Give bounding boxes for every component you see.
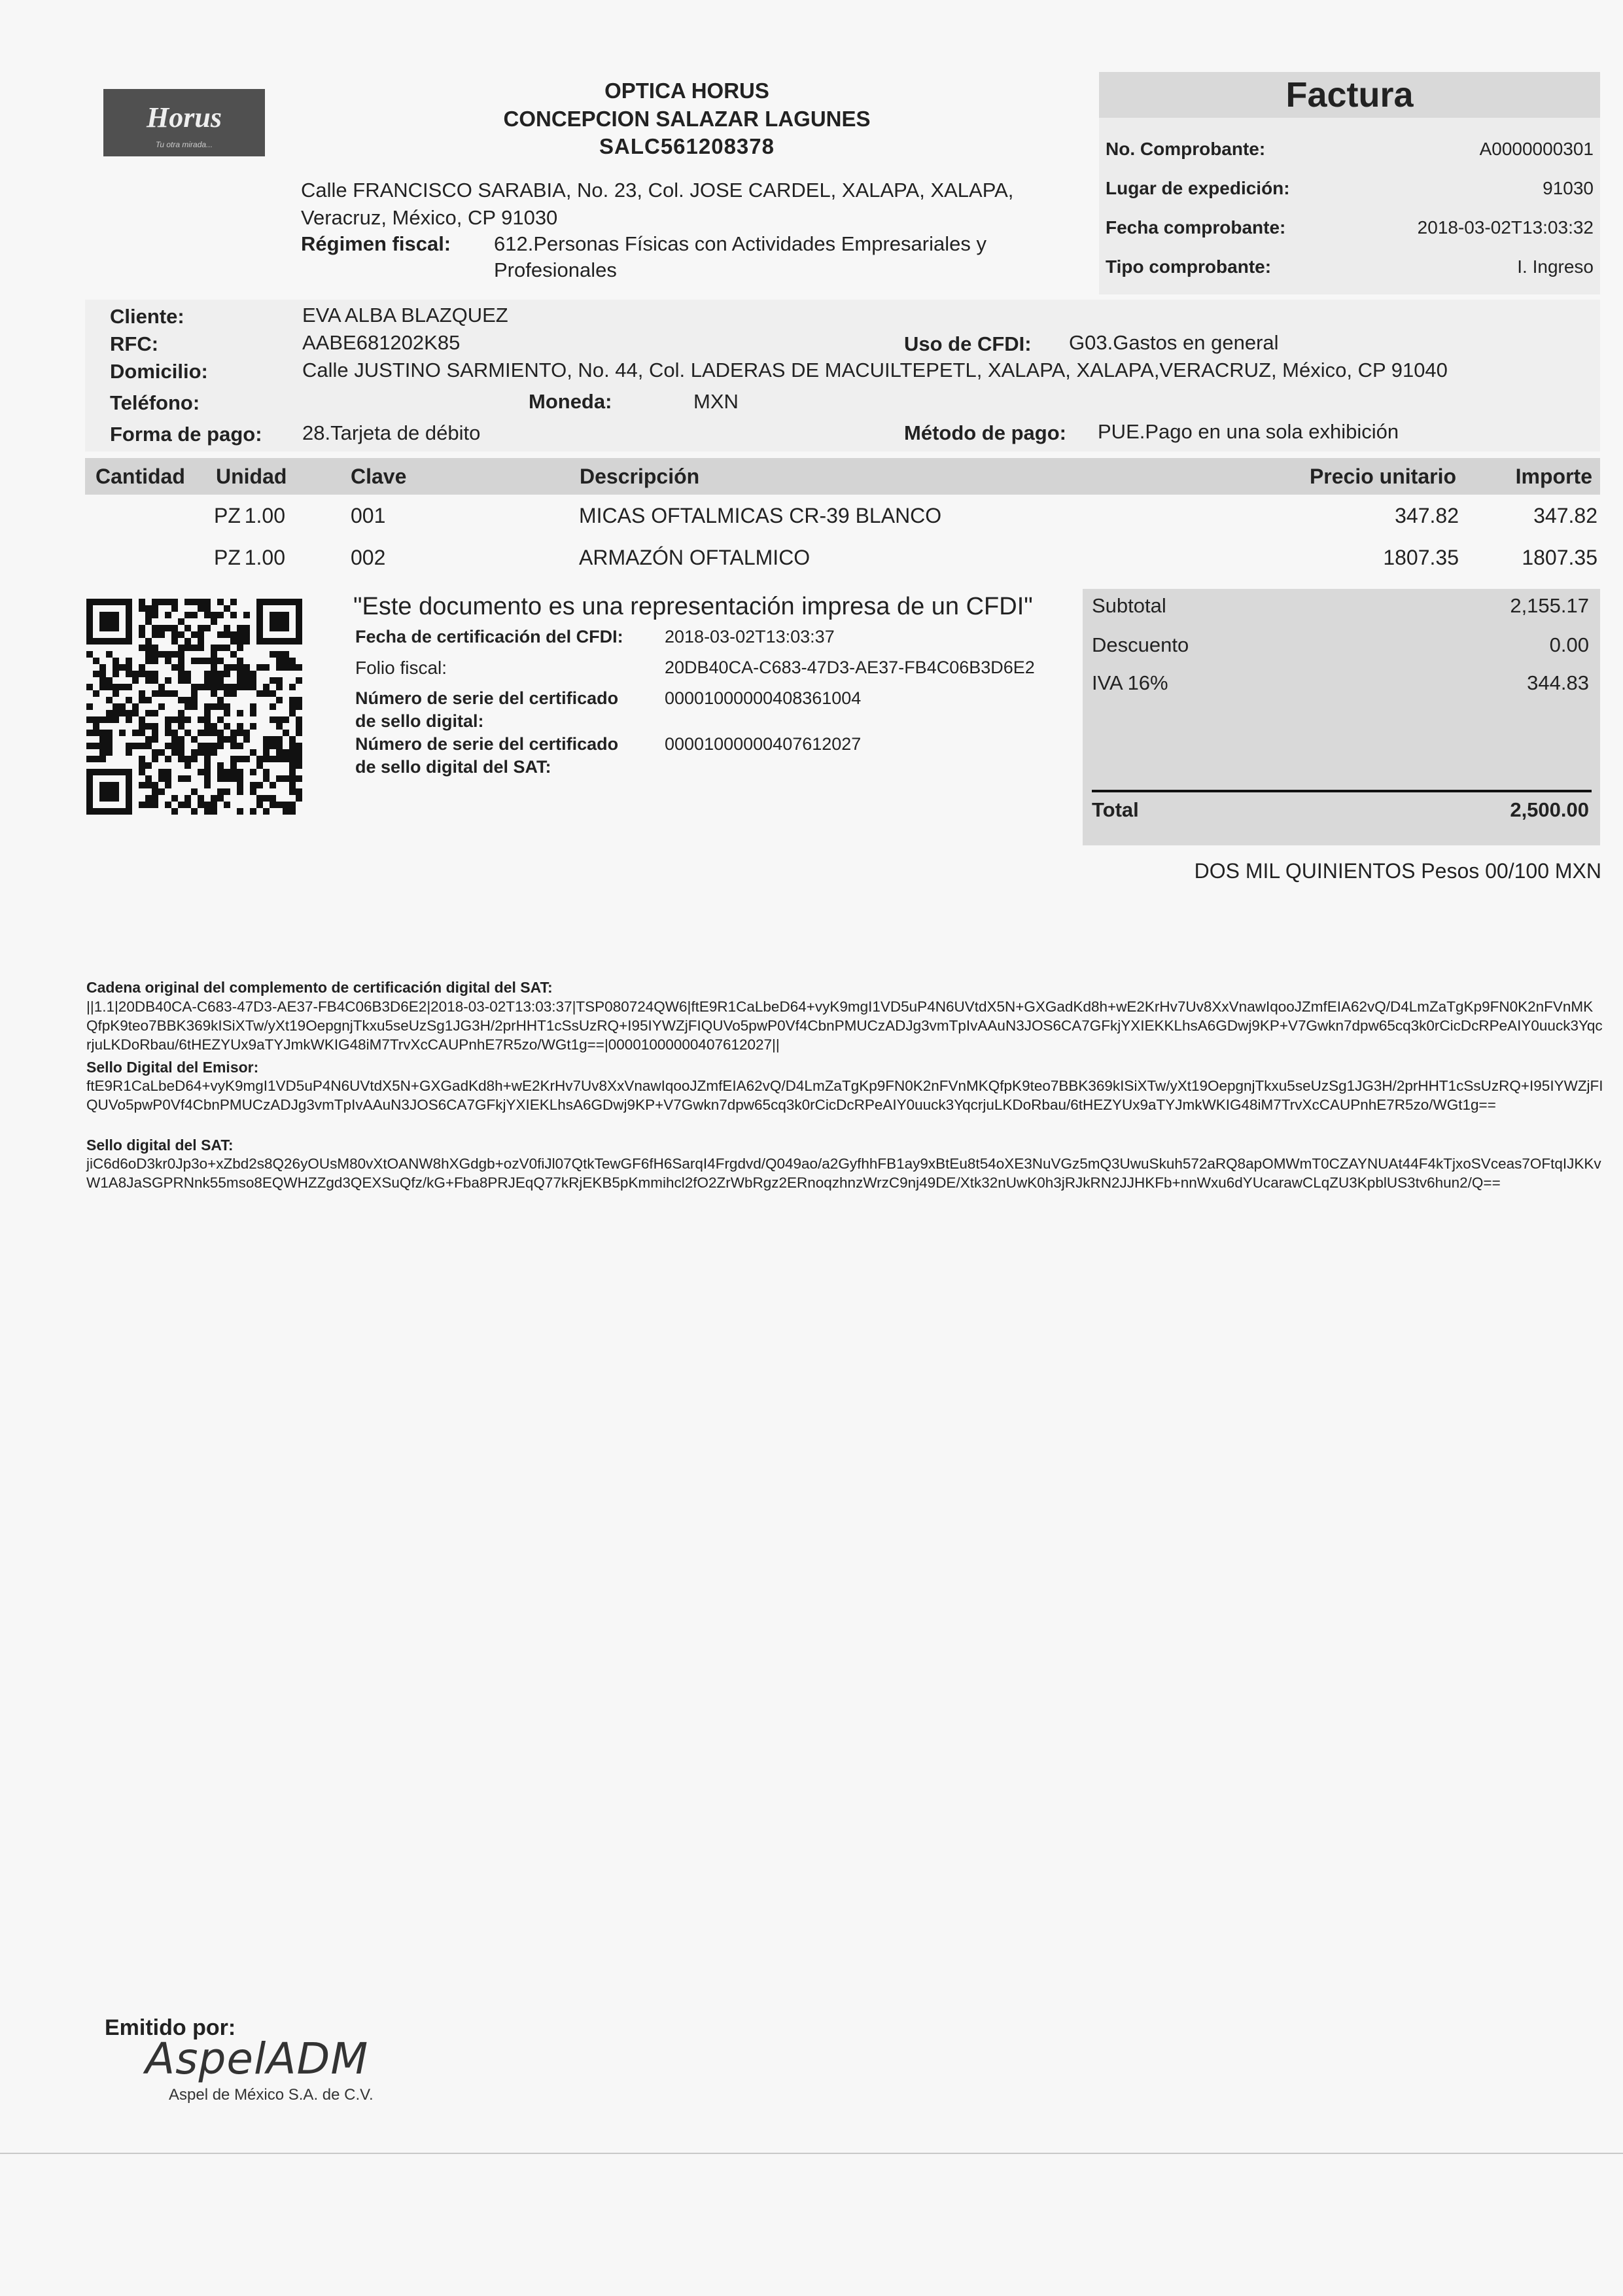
row-clave: 001 <box>351 504 386 527</box>
items-table-header <box>85 458 1600 495</box>
logo-brand: Horus <box>147 101 222 133</box>
cadena-original-value: ||1.1|20DB40CA-C683-47D3-AE37-FB4C06B3D6E2|2018-03-02T13:03:37|TSP080724QW6|ftE9R1CaLbeD64+vyK9mgI1VD5uP4N6UVtdX5N+GXGadKd8h+wE2KrHv7Uv8XxVnawIqooJZmfEIA62vQ/D4LmZaTgKp9FN0K2nFVnMKQfpK9teo7BBK369kISiXTw/yXt19OepgnjTkxu5seUzSg1JG3H/2prHHT1cSsUzRQ+I95IYWZjFIQUVo5pwP0Vf4CbnPMUCzADJg3vmTpIvAAuN3JOS6CA7GFkjYXIEKKLhsA6GDwj9KP+V7Gwkn7dpw65cq3k0rCicDcRPeAIY0uuck3YqcrjuLKDoRbau/6tHEZYUx9aTYJmkWKIG48iM7TrvXcCAUPnhE7R5zo/WGt1g==|00001000000407612027|| <box>86 998 1603 1053</box>
row-precio: 347.82 <box>1395 504 1459 527</box>
regimen-label: Régimen fiscal: <box>301 232 451 255</box>
total-label: Total <box>1092 798 1139 821</box>
col-cantidad: Cantidad <box>96 465 185 488</box>
lugar-row <box>1106 178 1594 199</box>
forma-pago-value: 28.Tarjeta de débito <box>302 421 481 444</box>
telefono-label: Teléfono: <box>110 391 200 414</box>
subtotal-label: Subtotal <box>1092 594 1166 617</box>
lugar-value: 91030 <box>1543 178 1594 198</box>
uso-cfdi-label: Uso de CFDI: <box>904 332 1032 355</box>
cliente-value: EVA ALBA BLAZQUEZ <box>302 304 508 327</box>
total-row <box>1092 798 1589 822</box>
sello-emisor-label: Sello Digital del Emisor: <box>86 1059 259 1076</box>
metodo-pago-label: Método de pago: <box>904 421 1066 444</box>
fecha-cert-label: Fecha de certificación del CFDI: <box>355 627 623 646</box>
descuento-row <box>1092 633 1589 657</box>
issuer-address-line1: Calle FRANCISCO SARABIA, No. 23, Col. JOSE CARDEL, XALAPA, XALAPA, <box>301 179 1014 202</box>
sello-sat-label: Sello digital del SAT: <box>86 1137 234 1154</box>
descuento-value: 0.00 <box>1549 633 1589 656</box>
col-clave: Clave <box>351 465 407 488</box>
row-descripcion: MICAS OFTALMICAS CR-39 BLANCO <box>579 504 942 527</box>
col-unidad: Unidad <box>216 465 287 488</box>
row-importe: 1807.35 <box>1522 546 1597 569</box>
fecha-value: 2018-03-02T13:03:32 <box>1417 217 1594 238</box>
row-unidad: PZ <box>214 546 241 569</box>
serie-emisor-label-2: de sello digital: <box>355 711 484 731</box>
fecha-row <box>1106 217 1594 238</box>
serie-sat-label-1: Número de serie del certificado <box>355 734 619 754</box>
sello-emisor-value: ftE9R1CaLbeD64+vyK9mgI1VD5uP4N6UVtdX5N+GXGadKd8h+wE2KrHv7Uv8XxVnawIqooJZmfEIA62vQ/D4LmZaTgKp9FN0K2nFVnMKQfpK9teo7BBK369kISiXTw/yXt19OepgnjTkxu5seUzSg1JG3H/2prHHT1cSsUzRQ+I95IYWZjFIQUVo5pwP0Vf4CbnPMUCzADJg3vmTpIvAAuN3JOS6CA7GFkjYXIEKLhsA6GDwj9KP+V7Gwkn7dpw65cq3k0rCicDcRPeAIY0uuck3YqcrjuLKDoRbau/6tHEZYUx9aTYJmkWKIG48iM7TrvXcCAUPnhE7R5zo/WGt1g== <box>86 1078 1603 1113</box>
table-row <box>85 546 1600 582</box>
uso-cfdi-value: G03.Gastos en general <box>1069 331 1279 354</box>
cadena-original-label: Cadena original del complemento de certificación digital del SAT: <box>86 979 553 996</box>
totals-panel <box>1083 589 1600 845</box>
folio-fiscal-value: 20DB40CA-C683-47D3-AE37-FB4C06B3D6E2 <box>665 658 1035 677</box>
tipo-row <box>1106 256 1594 277</box>
no-comprobante-value: A0000000301 <box>1479 139 1594 159</box>
fecha-cert-value: 2018-03-02T13:03:37 <box>665 627 835 646</box>
serie-sat-value: 00001000000407612027 <box>665 734 862 754</box>
cliente-label: Cliente: <box>110 305 184 328</box>
domicilio-label: Domicilio: <box>110 360 208 383</box>
cfdi-statement: "Este documento es una representación impresa de un CFDI" <box>353 593 1033 620</box>
page-bottom-edge <box>0 2153 1623 2154</box>
subtotal-row <box>1092 594 1589 618</box>
no-comprobante-label: No. Comprobante: <box>1106 139 1266 159</box>
issuer-owner: CONCEPCION SALAZAR LAGUNES <box>503 107 871 131</box>
row-cantidad: 1.00 <box>244 504 285 527</box>
iva-label: IVA 16% <box>1092 671 1168 694</box>
invoice-title: Factura <box>1099 72 1600 118</box>
row-descripcion: ARMAZÓN OFTALMICO <box>579 546 811 569</box>
serie-emisor-label-1: Número de serie del certificado <box>355 688 619 708</box>
table-row <box>85 504 1600 540</box>
total-value: 2,500.00 <box>1510 798 1589 821</box>
rfc-label: RFC: <box>110 332 159 355</box>
fecha-label: Fecha comprobante: <box>1106 217 1286 238</box>
forma-pago-label: Forma de pago: <box>110 423 262 446</box>
optica-horus-logo <box>103 89 265 156</box>
invoice-info-panel <box>1099 118 1600 294</box>
tipo-label: Tipo comprobante: <box>1106 256 1272 277</box>
row-cantidad: 1.00 <box>244 546 285 569</box>
rfc-value: AABE681202K85 <box>302 331 461 354</box>
aspel-adm-logo: AspelADM <box>145 2034 369 2084</box>
logo-tagline: Tu otra mirada... <box>155 140 213 149</box>
iva-value: 344.83 <box>1527 671 1589 694</box>
serie-emisor-value: 00001000000408361004 <box>665 688 862 708</box>
col-descripcion: Descripción <box>580 465 700 488</box>
qr-code <box>86 599 302 815</box>
folio-fiscal-label: Folio fiscal: <box>355 658 447 678</box>
regimen-line1: 612.Personas Físicas con Actividades Empresariales y <box>494 232 986 255</box>
issuer-address-line2: Veracruz, México, CP 91030 <box>301 206 558 229</box>
no-comprobante-row <box>1106 139 1594 160</box>
row-precio: 1807.35 <box>1383 546 1459 569</box>
issuer-name: OPTICA HORUS <box>604 79 769 103</box>
row-unidad: PZ <box>214 504 241 527</box>
total-in-words: DOS MIL QUINIENTOS Pesos 00/100 MXN <box>1194 859 1601 883</box>
emitido-por-label: Emitido por: <box>105 2015 236 2040</box>
moneda-label: Moneda: <box>529 390 612 413</box>
col-precio-unitario: Precio unitario <box>1309 465 1456 488</box>
row-importe: 347.82 <box>1533 504 1597 527</box>
iva-row <box>1092 671 1589 695</box>
sello-sat-value: jiC6d6oD3kr0Jp3o+xZbd2s8Q26yOUsM80vXtOANW8hXGdgb+ozV0fiJl07QtkTewGF6fH6SarqI4Frgdvd/Q049ao/a2GyfhhFB1ay9xBtEu8t54oXE3NuVGz5mQ3UwuSkuh572aRQ8apOMWmT0CZAYNUAt44F4kTjxoSVceas7OFtqIJKKvW1A8JaSGPRNnk55mso8EQWHZZgd3QEXSuQfz/kG+Fba8PRJEqQ77kRjEKB5pKmmihcl2fO2ZrWbRgz2ERnoqzhnzWrzC9nj49DE/Xtk32nUwK0h3jRJkRN2JJHKFb+nnWxu6dYUcarawCLqZU3KpblUS3tv6hun2/Q== <box>86 1156 1601 1191</box>
descuento-label: Descuento <box>1092 633 1189 656</box>
domicilio-value: Calle JUSTINO SARMIENTO, No. 44, Col. LADERAS DE MACUILTEPETL, XALAPA, XALAPA,VERACRUZ, México, CP 91040 <box>302 359 1448 381</box>
moneda-value: MXN <box>693 390 739 413</box>
lugar-label: Lugar de expedición: <box>1106 178 1290 198</box>
total-divider <box>1092 790 1592 792</box>
subtotal-value: 2,155.17 <box>1510 594 1589 617</box>
serie-sat-label-2: de sello digital del SAT: <box>355 757 551 777</box>
tipo-value: I. Ingreso <box>1517 256 1594 277</box>
row-clave: 002 <box>351 546 386 569</box>
col-importe: Importe <box>1515 465 1592 488</box>
metodo-pago-value: PUE.Pago en una sola exhibición <box>1098 420 1399 443</box>
aspel-company: Aspel de México S.A. de C.V. <box>169 2086 374 2104</box>
issuer-rfc: SALC561208378 <box>599 134 775 158</box>
regimen-line2: Profesionales <box>494 258 617 281</box>
